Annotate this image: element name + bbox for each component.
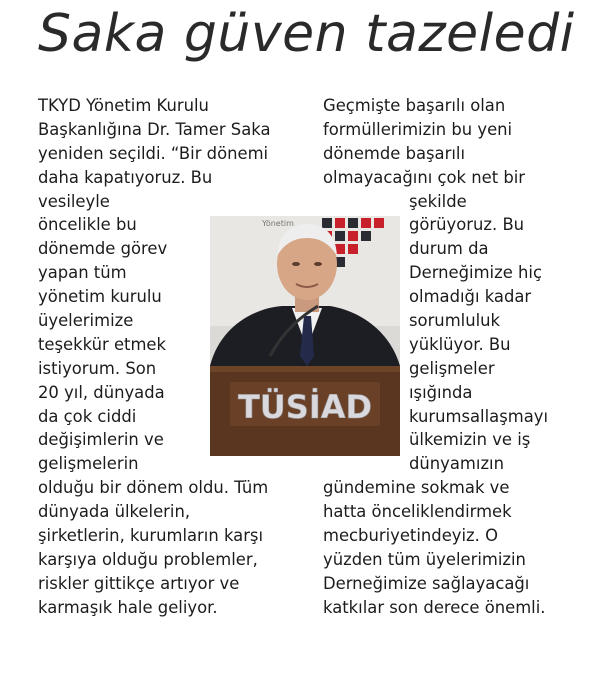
text-line: TKYD Yönetim Kurulu bbox=[38, 96, 209, 115]
podium-text: TÜSİAD bbox=[237, 388, 373, 426]
text-line: vesileyle bbox=[38, 191, 110, 211]
text-line: görüyoruz. Bu bbox=[409, 215, 525, 235]
text-line: Derneğimize hiç bbox=[409, 263, 542, 283]
text-line: yönetim kurulu bbox=[38, 287, 162, 307]
headline: Saka güven tazeledi bbox=[38, 4, 575, 64]
text-line: gelişmeler bbox=[409, 358, 495, 378]
text-line: kurumsallaşmayı bbox=[409, 406, 549, 426]
text-line: 20 yıl, dünyada bbox=[38, 382, 165, 402]
text-line: olmayacağını çok net bir bbox=[323, 167, 526, 187]
speaker-photo bbox=[210, 216, 400, 456]
text-line: hatta önceliklendirmek bbox=[323, 502, 512, 522]
text-line: mecburiyetindeyiz. O bbox=[323, 526, 498, 546]
text-line: gündemine sokmak ve bbox=[323, 478, 510, 498]
text-line: katkılar son derece önemli. bbox=[323, 597, 546, 617]
text-line: Geçmişte başarılı olan bbox=[323, 96, 506, 115]
text-line: değişimlerin ve bbox=[38, 430, 164, 450]
text-line: Derneğimize sağlayacağı bbox=[323, 573, 530, 593]
text-line: formüllerimizin bu yeni bbox=[323, 119, 513, 139]
text-line: ışığında bbox=[409, 382, 473, 402]
text-line: yeniden seçildi. “Bir dönemi bbox=[38, 143, 269, 163]
speaker-photo-illustration bbox=[210, 216, 400, 456]
text-line: dünyada ülkelerin, bbox=[38, 502, 191, 522]
text-line: teşekkür etmek bbox=[38, 334, 167, 354]
text-line: Başkanlığına Dr. Tamer Saka bbox=[38, 119, 271, 139]
text-line: durum da bbox=[409, 239, 489, 259]
text-line: karşıya olduğu problemler, bbox=[38, 549, 258, 569]
text-line: sorumluluk bbox=[409, 311, 501, 331]
text-line: da çok ciddi bbox=[38, 406, 137, 426]
text-line: olduğu bir dönem oldu. Tüm bbox=[38, 478, 269, 498]
text-line: daha kapatıyoruz. Bu bbox=[38, 167, 213, 187]
text-line: öncelikle bu bbox=[38, 215, 137, 235]
text-line: dönemde görev bbox=[38, 239, 168, 259]
text-line: karmaşık hale geliyor. bbox=[38, 597, 218, 617]
text-line: dünyamızın bbox=[409, 454, 504, 474]
text-line: şirketlerin, kurumların karşı bbox=[38, 526, 264, 546]
text-line: şekilde bbox=[409, 191, 467, 211]
text-line: ülkemizin ve iş bbox=[409, 430, 531, 450]
text-line: riskler gittikçe artıyor ve bbox=[38, 573, 240, 593]
text-line: istiyorum. Son bbox=[38, 358, 157, 378]
text-line: olmadığı kadar bbox=[409, 287, 532, 307]
text-line: dönemde başarılı bbox=[323, 143, 466, 163]
text-line: gelişmelerin bbox=[38, 454, 139, 474]
backdrop-text: Yönetim bbox=[262, 219, 294, 228]
text-line: yüzden tüm üyelerimizin bbox=[323, 549, 526, 569]
text-line: yüklüyor. Bu bbox=[409, 334, 511, 354]
text-line: üyelerimize bbox=[38, 311, 134, 331]
text-line: yapan tüm bbox=[38, 263, 127, 283]
